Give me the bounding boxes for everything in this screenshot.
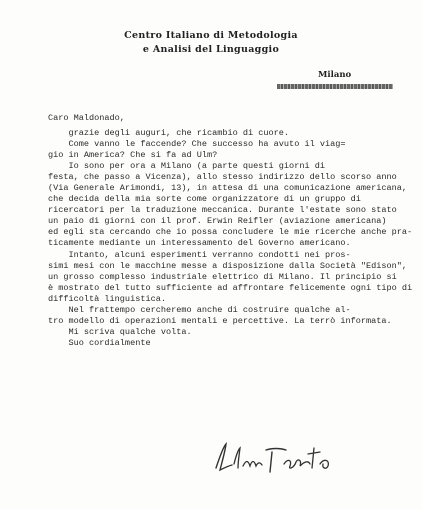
body-line: festa, che passo a Vicenza), allo stesso indirizzo dello scorso anno <box>48 172 397 183</box>
handwritten-signature <box>210 438 340 478</box>
body-line: Mi scriva qualche volta. <box>48 326 192 337</box>
body-line: gio in America? Che si fa ad Ulm? <box>48 150 218 161</box>
body-line: simi mesi con le macchine messe a disposizione dalla Società "Edison", <box>48 260 408 271</box>
body-line: ticamente mediante un interessamento del Governo americano. <box>48 238 351 249</box>
body-line: un paio di giorni con il prof. Erwin Reifler (aviazione americana) <box>48 216 387 227</box>
body-line: è mostrato del tutto sufficiente ad affrontare felicemente ogni tipo di <box>48 282 413 293</box>
body-line: Nel frattempo cercheremo anche di costruire qualche al- <box>48 304 351 315</box>
letterhead-subtitle: e Analisi del Linguaggio <box>142 44 280 55</box>
body-line: difficoltà linguistica. <box>48 293 166 304</box>
body-line: Suo cordialmente <box>48 337 151 348</box>
body-line: che decida della mia sorte come organizzatore di un gruppo di <box>48 194 361 205</box>
date-line <box>277 84 393 89</box>
body-line: ed egli sta cercando che io possa concludere le mie ricerche anche pra- <box>48 227 413 238</box>
body-line: ricercatori per la traduzione meccanica. Durante l'estate sono stato <box>48 205 397 216</box>
body-line: Come vanno le faccende? Che successo ha avuto il viag= <box>48 139 346 150</box>
letterhead-title: Centro Italiano di Metodologia <box>124 30 298 41</box>
body-line: Intanto, alcuni esperimenti verranno condotti nei pros- <box>48 249 351 260</box>
letterhead-city: Milano <box>318 70 352 80</box>
body-line: grazie degli auguri, che ricambio di cuore. <box>48 128 290 138</box>
body-line: un grosso complesso industriale elettrico di Milano. Il principio si <box>48 271 397 282</box>
body-line: (Via Generale Arimondi, 13), in attesa di una comunicazione americana, <box>48 183 408 194</box>
salutation: Caro Maldonado, <box>48 113 125 123</box>
body-line: Io sono per ora a Milano (a parte questi giorni di <box>48 161 325 172</box>
letter-body <box>48 128 413 349</box>
body-line: tro modello di operazioni mentali e percettive. La terrò informata. <box>48 315 392 326</box>
